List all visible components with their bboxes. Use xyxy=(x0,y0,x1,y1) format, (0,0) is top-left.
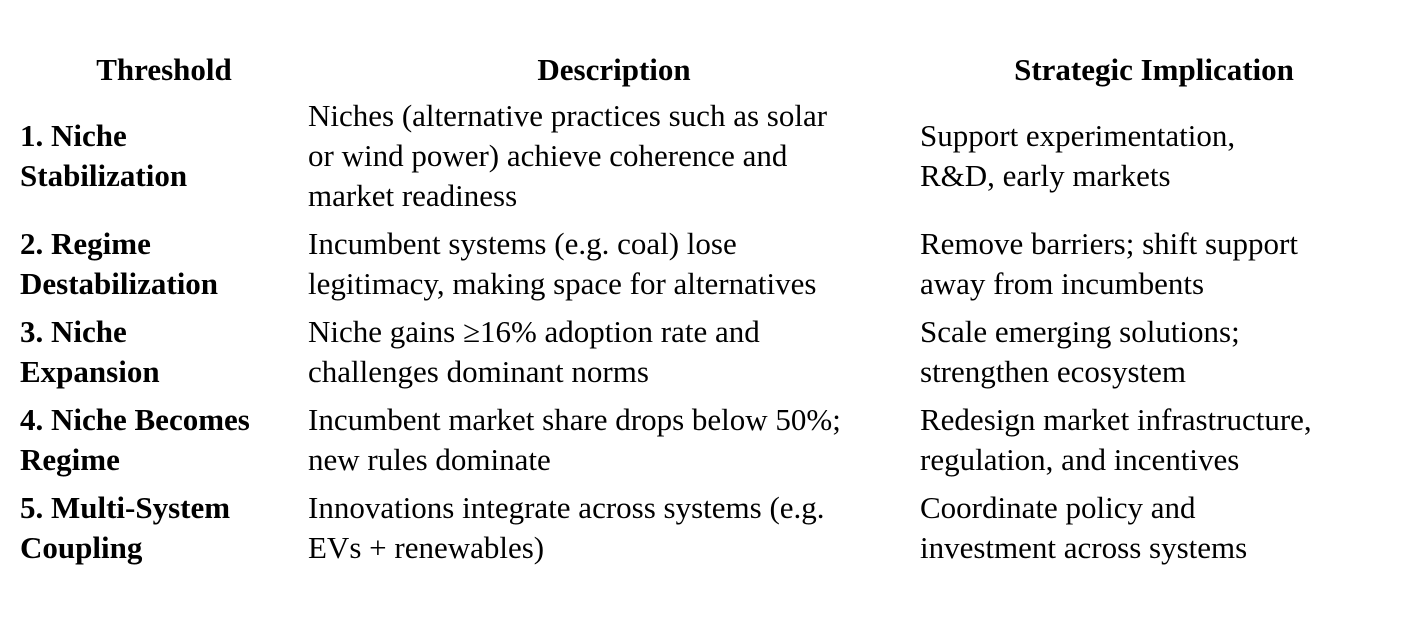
table-row xyxy=(20,96,1388,224)
threshold-cell: 4. Niche Becomes Regime xyxy=(20,402,250,477)
description-cell: Incumbent market share drops below 50%; new rules dominate xyxy=(308,402,841,477)
threshold-cell: 5. Multi-System Coupling xyxy=(20,490,231,565)
description-cell: Innovations integrate across systems (e.g. EVs + renewables) xyxy=(308,490,825,565)
description-cell: Niche gains ≥16% adoption rate and challenges dominant norms xyxy=(308,314,760,389)
threshold-cell: 1. Niche Stabilization xyxy=(20,118,188,193)
header-description: Description xyxy=(537,52,691,87)
table-row xyxy=(20,400,1388,488)
threshold-cell: 2. Regime Destabilization xyxy=(20,226,219,301)
implication-cell: Support experimentation, R&D, early markets xyxy=(920,118,1236,193)
document-page xyxy=(20,48,1390,576)
thresholds-table xyxy=(20,48,1388,576)
table-row xyxy=(20,488,1388,576)
description-cell: Incumbent systems (e.g. coal) lose legitimacy, making space for alternatives xyxy=(308,226,817,301)
threshold-cell: 3. Niche Expansion xyxy=(20,314,160,389)
description-cell: Niches (alternative practices such as solar or wind power) achieve coherence and market readiness xyxy=(308,98,828,213)
implication-cell: Remove barriers; shift support away from incumbents xyxy=(920,226,1298,301)
header-row xyxy=(20,48,1388,96)
header-threshold: Threshold xyxy=(96,52,232,87)
table-row xyxy=(20,312,1388,400)
table-row xyxy=(20,224,1388,312)
implication-cell: Coordinate policy and investment across systems xyxy=(920,490,1248,565)
implication-cell: Scale emerging solutions; strengthen ecosystem xyxy=(920,314,1240,389)
header-strategic-implication: Strategic Implication xyxy=(1014,52,1294,87)
implication-cell: Redesign market infrastructure, regulation, and incentives xyxy=(920,402,1312,477)
